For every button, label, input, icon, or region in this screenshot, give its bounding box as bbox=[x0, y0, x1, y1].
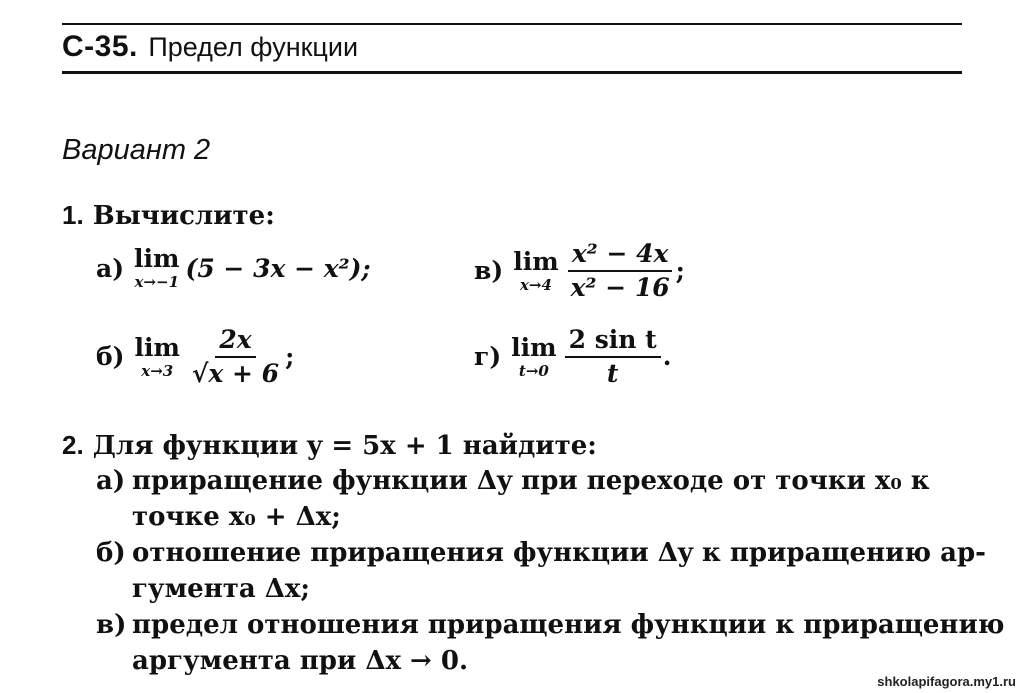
task-2-item-a-line-1: а) приращение функции Δy при переходе от точки x₀ к bbox=[96, 466, 930, 496]
variant-title: Вариант 2 bbox=[62, 134, 211, 166]
limit-a-operator: lim x→−1 bbox=[134, 244, 180, 291]
task-1-heading bbox=[62, 200, 275, 231]
limit-v-fraction bbox=[567, 240, 674, 301]
limit-b-fraction bbox=[188, 326, 283, 387]
limit-g-fraction bbox=[565, 326, 661, 387]
limit-g-denominator: t bbox=[606, 358, 619, 388]
section-header bbox=[62, 30, 358, 64]
section-code: С-35. bbox=[62, 30, 138, 63]
limit-b-numerator: 2x bbox=[215, 326, 255, 358]
task-2-heading bbox=[62, 430, 597, 461]
limit-b-denominator: √x + 6 bbox=[191, 358, 280, 388]
top-rule bbox=[62, 23, 962, 25]
limit-a-sub: x→−1 bbox=[134, 273, 180, 291]
bottom-rule bbox=[62, 71, 962, 74]
limit-g-label: г) bbox=[474, 342, 502, 371]
limit-b bbox=[96, 326, 294, 387]
watermark-text: shkolapifagora.my1.ru bbox=[877, 674, 1016, 689]
task-2-item-a-mark: а) bbox=[96, 466, 126, 496]
limit-a-label: а) bbox=[96, 253, 125, 283]
limit-g-sub: t→0 bbox=[518, 361, 549, 380]
limit-v-tail: ; bbox=[675, 256, 685, 285]
task-2-item-a-line-2: точке x₀ + Δx; bbox=[132, 502, 341, 532]
task-2-item-v-line-1: в) предел отношения приращения функции к приращению bbox=[96, 610, 1005, 640]
task-2-item-b-line-2: гумента Δx; bbox=[132, 574, 311, 604]
limit-b-label: б) bbox=[96, 342, 125, 371]
limit-v-operator: lim x→4 bbox=[513, 246, 559, 294]
limit-g-tail: . bbox=[662, 342, 672, 371]
task-2-item-b-mark: б) bbox=[96, 538, 126, 568]
limit-b-sub: x→3 bbox=[141, 361, 174, 380]
task-2-title: Для функции y = 5x + 1 найдите: bbox=[92, 431, 597, 461]
limit-b-operator: lim x→3 bbox=[134, 332, 180, 380]
limit-v-denominator: x² − 16 bbox=[570, 272, 670, 302]
limit-g bbox=[474, 326, 671, 387]
limit-g-numerator: 2 sin t bbox=[565, 326, 661, 358]
task-1-title: Вычислите: bbox=[92, 201, 275, 231]
limit-b-tail: ; bbox=[285, 342, 295, 371]
section-title: Предел функции bbox=[148, 32, 359, 62]
limit-v-numerator: x² − 4x bbox=[568, 240, 673, 272]
task-2-number: 2. bbox=[62, 430, 84, 460]
limit-a bbox=[96, 246, 371, 290]
limit-a-expression: (5 − 3x − x²); bbox=[185, 253, 371, 283]
limit-g-operator: lim t→0 bbox=[511, 332, 557, 380]
limit-v-label: в) bbox=[474, 256, 504, 285]
limit-v-sub: x→4 bbox=[519, 275, 552, 294]
task-2-item-v-mark: в) bbox=[96, 610, 127, 640]
task-2-item-v-line-2: аргумента при Δx → 0. bbox=[132, 646, 469, 676]
task-1-number: 1. bbox=[62, 200, 84, 230]
task-2-item-b-line-1: б) отношение приращения функции Δy к приращению ар- bbox=[96, 538, 986, 568]
limit-v bbox=[474, 240, 685, 301]
